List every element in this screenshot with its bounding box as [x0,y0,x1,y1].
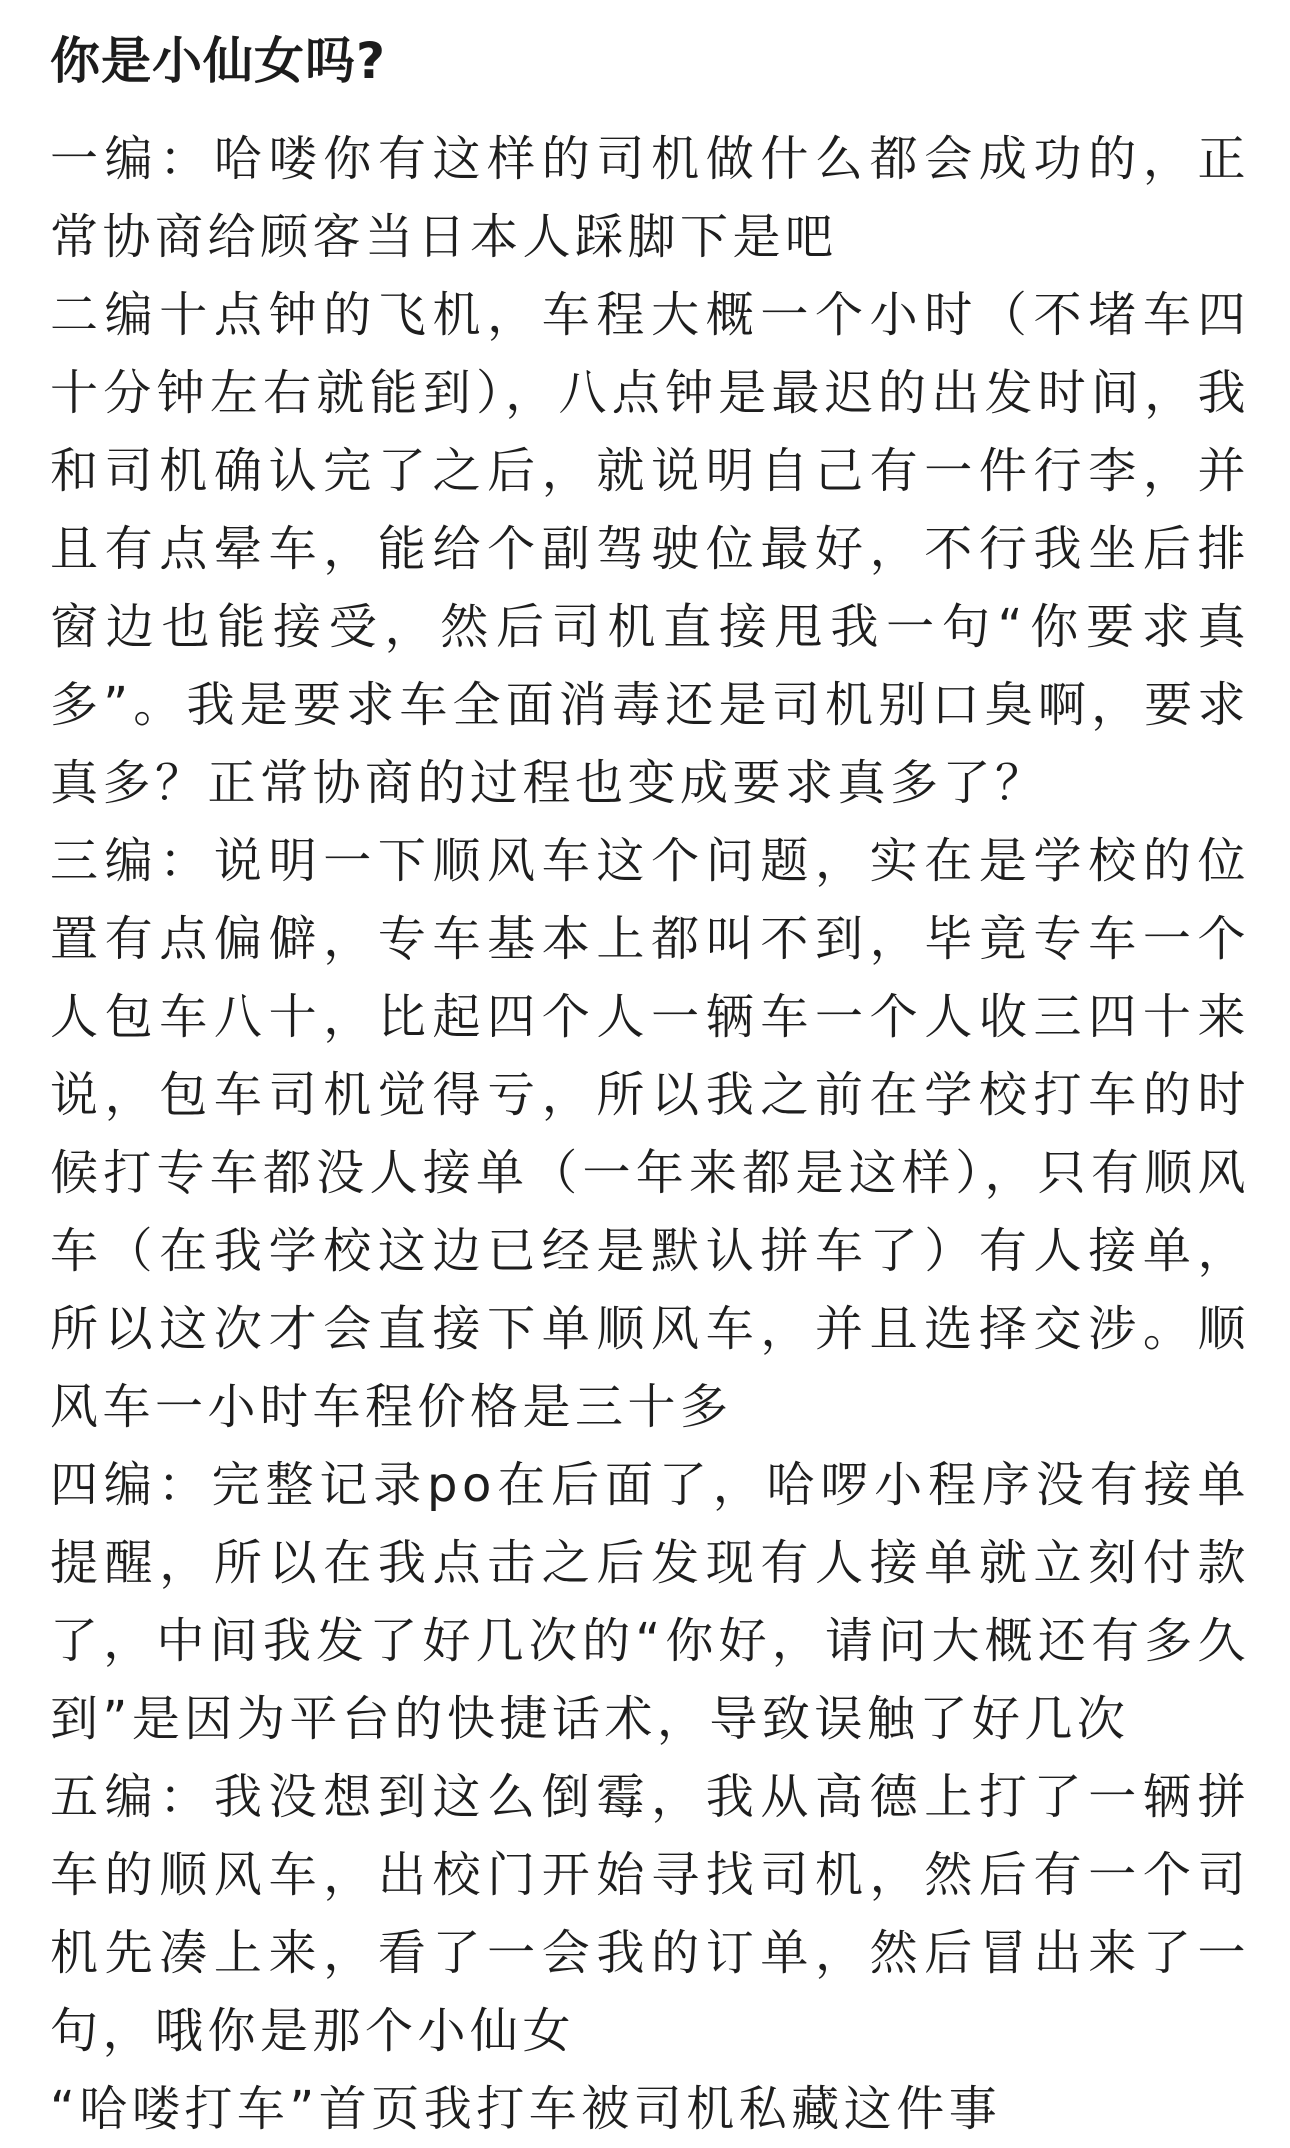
post-container [50,28,1250,2137]
edit-paragraph-5: 五编：我没想到这么倒霉，我从高德上打了一辆拼车的顺风车，出校门开始寻找司机，然后有一个司机先凑上来，看了一会我的订单，然后冒出来了一句，哦你是那个小仙女 [50,1769,1250,2059]
cutoff-line: “哈喽打车”首页我打车被司机私藏这件事 [50,2081,1002,2137]
post-title: 你是小仙女吗? [50,32,387,90]
edit-paragraph-1: 一编：哈喽你有这样的司机做什么都会成功的，正常协商给顾客当日本人踩脚下是吧 [50,131,1250,265]
edit-paragraph-4: 四编：完整记录po在后面了，哈啰小程序没有接单提醒，所以在我点击之后发现有人接单就立刻付款了，中间我发了好几次的“你好，请问大概还有多久到”是因为平台的快捷话术，导致误触了好几次 [50,1457,1250,1747]
edit-paragraph-3: 三编：说明一下顺风车这个问题，实在是学校的位置有点偏僻，专车基本上都叫不到，毕竟专车一个人包车八十，比起四个人一辆车一个人收三四十来说，包车司机觉得亏，所以我之前在学校打车的时候打专车都没人接单（一年来都是这样），只有顺风车（在我学校这边已经是默认拼车了）有人接单，所以这次才会直接下单顺风车，并且选择交涉。顺风车一小时车程价格是三十多 [50,833,1250,1435]
post-body [50,120,1250,2137]
edit-paragraph-2: 二编十点钟的飞机，车程大概一个小时（不堵车四十分钟左右就能到），八点钟是最迟的出发时间，我和司机确认完了之后，就说明自己有一件行李，并且有点晕车，能给个副驾驶位最好，不行我坐后排窗边也能接受，然后司机直接甩我一句“你要求真多”。我是要求车全面消毒还是司机别口臭啊，要求真多？正常协商的过程也变成要求真多了？ [50,287,1250,811]
